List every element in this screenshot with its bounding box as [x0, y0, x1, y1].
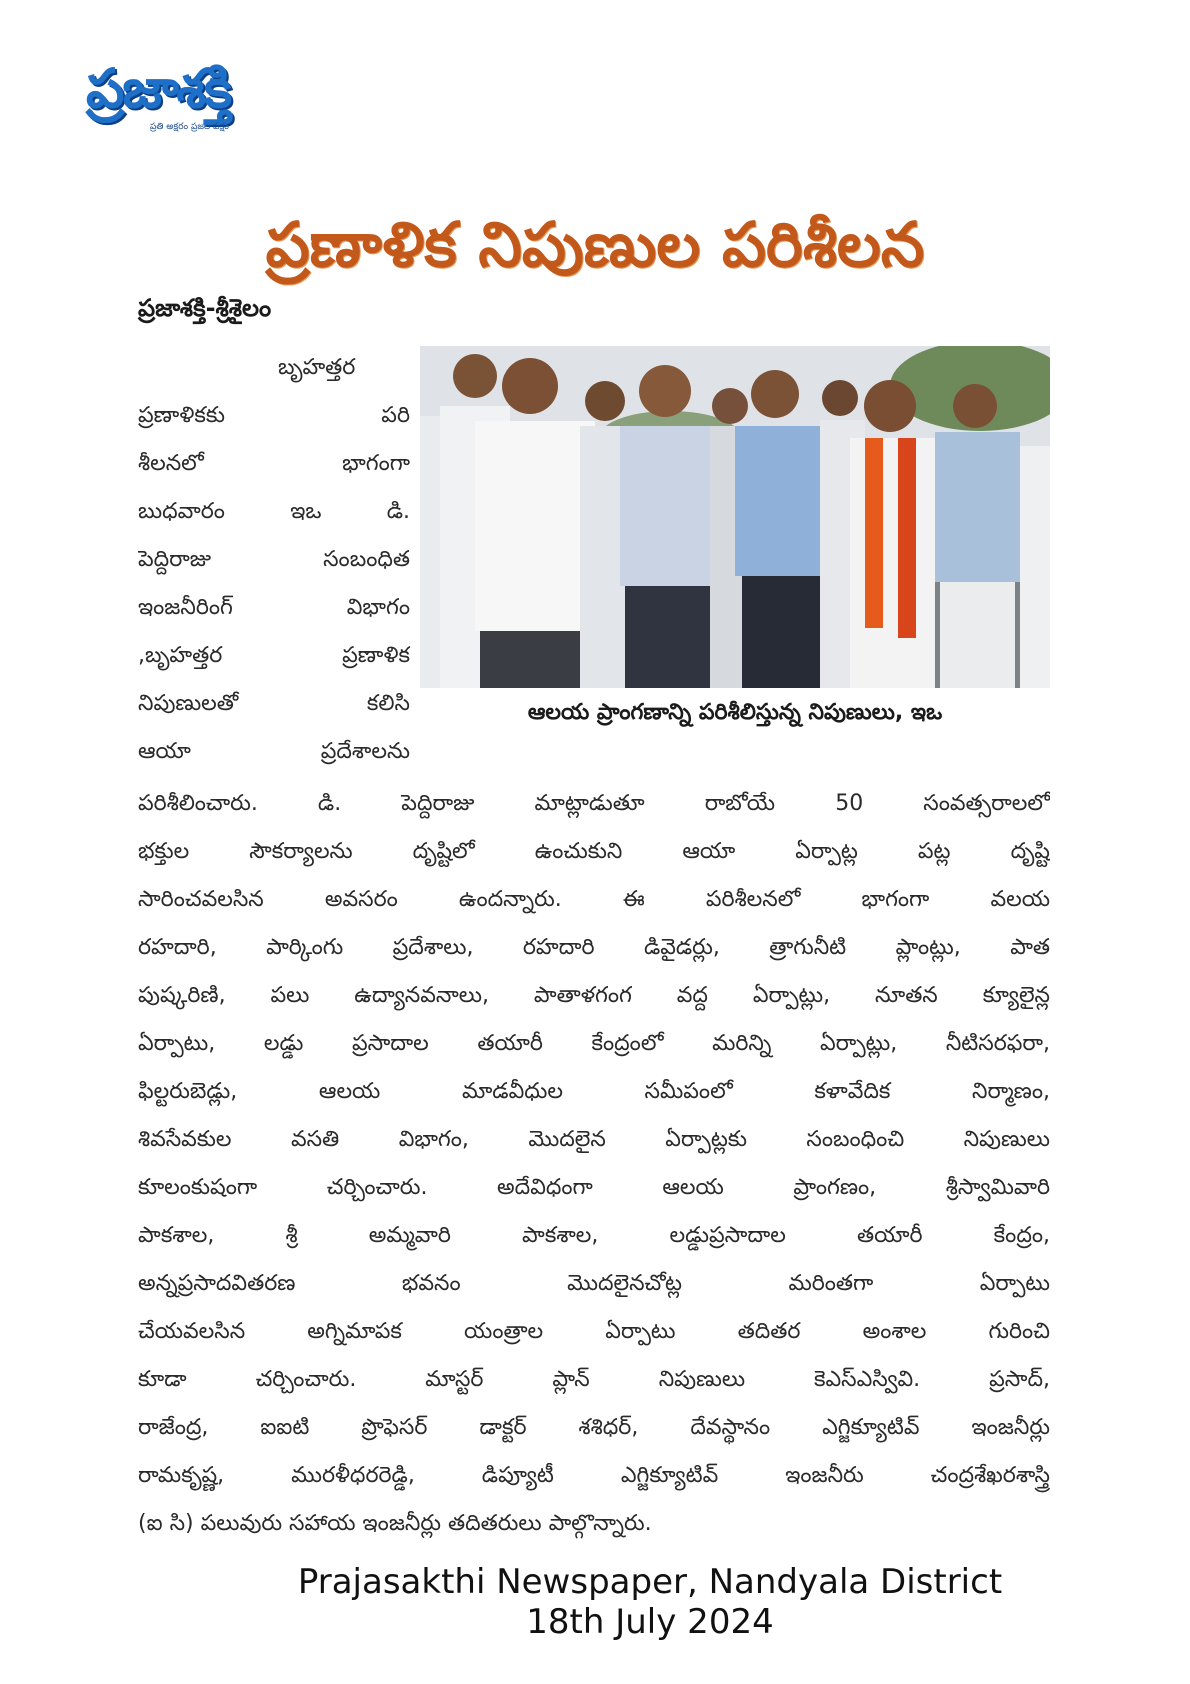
- body-line: అన్నప్రసాదవితరణ భవనం మొదలైనచోట్ల మరింతగా ఏర్పాటు: [138, 1271, 1050, 1296]
- intro-line: ,బృహత్తర ప్రణాళిక: [138, 643, 410, 668]
- body-line: సారించవలసిన అవసరం ఉందన్నారు. ఈ పరిశీలనలో భాగంగా వలయ: [138, 887, 1050, 912]
- footer-source: Prajasakthi Newspaper, Nandyala District: [297, 1562, 1003, 1602]
- intro-line: బుధవారం ఇఒ డి.: [138, 499, 410, 524]
- body-line: కూలంకుషంగా చర్చించారు. అదేవిధంగా ఆలయ ప్రాంగణం, శ్రీస్వామివారి: [138, 1175, 1050, 1200]
- article-intro-column: [138, 344, 410, 776]
- article-dateline: ప్రజాశక్తి-శ్రీశైలం: [138, 294, 272, 322]
- body-line: భక్తుల సౌకర్యాలను దృష్టిలో ఉంచుకుని ఆయా ఏర్పాట్ల పట్ల దృష్టి: [138, 839, 1050, 864]
- intro-line: శీలనలో భాగంగా: [138, 451, 410, 476]
- body-line: పరిశీలించారు. డి. పెద్దిరాజు మాట్లాడుతూ రాబోయే 50 సంవత్సరాలలో: [138, 791, 1050, 816]
- intro-line: ప్రణాళికకు పరి: [138, 403, 410, 428]
- article-photo: [420, 346, 1050, 688]
- photo-people-illustration: [420, 346, 1050, 688]
- intro-line: పెద్దిరాజు సంబంధిత: [138, 547, 410, 572]
- body-line: పాకశాల, శ్రీ అమ్మవారి పాకశాల, లడ్డుప్రసాదాల తయారీ కేంద్రం,: [138, 1223, 1050, 1248]
- source-footer: [0, 1562, 1190, 1642]
- masthead-logo-text: ప్రజాశక్తి: [86, 57, 231, 120]
- body-line: రహదారి, పార్కింగు ప్రదేశాలు, రహదారి డివైడర్లు, త్రాగునీటి ప్లాంట్లు, పాత: [138, 935, 1050, 960]
- body-line: రాజేంద్ర, ఐఐటి ప్రొఫెసర్ డాక్టర్ శశిధర్, దేవస్థానం ఎగ్జిక్యూటివ్ ఇంజనీర్లు: [138, 1415, 1050, 1440]
- article-headline: ప్రణాళిక నిపుణుల పరిశీలన: [265, 208, 925, 281]
- body-line: ఫిల్టరుబెడ్లు, ఆలయ మాడవీధుల సమీపంలో కళావేదిక నిర్మాణం,: [138, 1079, 1050, 1104]
- footer-date: 18th July 2024: [526, 1602, 774, 1642]
- intro-line: ఆయా ప్రదేశాలను: [138, 739, 410, 764]
- article-body: [138, 780, 1050, 1548]
- masthead-tagline: ప్రతి అక్షరం ప్రజల పక్షం: [150, 122, 229, 132]
- photo-caption: ఆలయ ప్రాంగణాన్ని పరిశీలిస్తున్న నిపుణులు, ఇఒ: [527, 700, 943, 725]
- body-line: శివసేవకుల వసతి విభాగం, మొదలైన ఏర్పాట్లకు సంబంధించి నిపుణులు: [138, 1127, 1050, 1152]
- intro-line: నిపుణులతో కలిసి: [138, 691, 410, 716]
- body-line: చేయవలసిన అగ్నిమాపక యంత్రాల ఏర్పాటు తదితర అంశాల గురించి: [138, 1319, 1050, 1344]
- body-line: ఏర్పాటు, లడ్డు ప్రసాదాల తయారీ కేంద్రంలో మరిన్ని ఏర్పాట్లు, నీటిసరఫరా,: [138, 1031, 1050, 1056]
- body-line: రామకృష్ణ, మురళీధరరెడ్డి, డిప్యూటీ ఎగ్జిక్యూటివ్ ఇంజనీరు చంద్రశేఖరశాస్త్రి: [138, 1463, 1050, 1488]
- body-line: (ఐ సి) పలువురు సహాయ ఇంజనీర్లు తదితరులు పాల్గొన్నారు.: [138, 1511, 652, 1536]
- intro-line: ఇంజనీరింగ్ విభాగం: [138, 595, 410, 620]
- intro-line: బృహత్తర: [278, 355, 356, 380]
- body-line: కూడా చర్చించారు. మాస్టర్ ప్లాన్ నిపుణులు కెఎస్ఎస్వివి. ప్రసాద్,: [138, 1367, 1050, 1392]
- body-line: పుష్కరిణి, పలు ఉద్యానవనాలు, పాతాళగంగ వద్ద ఏర్పాట్లు, నూతన క్యూలైన్ల: [138, 983, 1050, 1008]
- newspaper-masthead: [86, 56, 354, 144]
